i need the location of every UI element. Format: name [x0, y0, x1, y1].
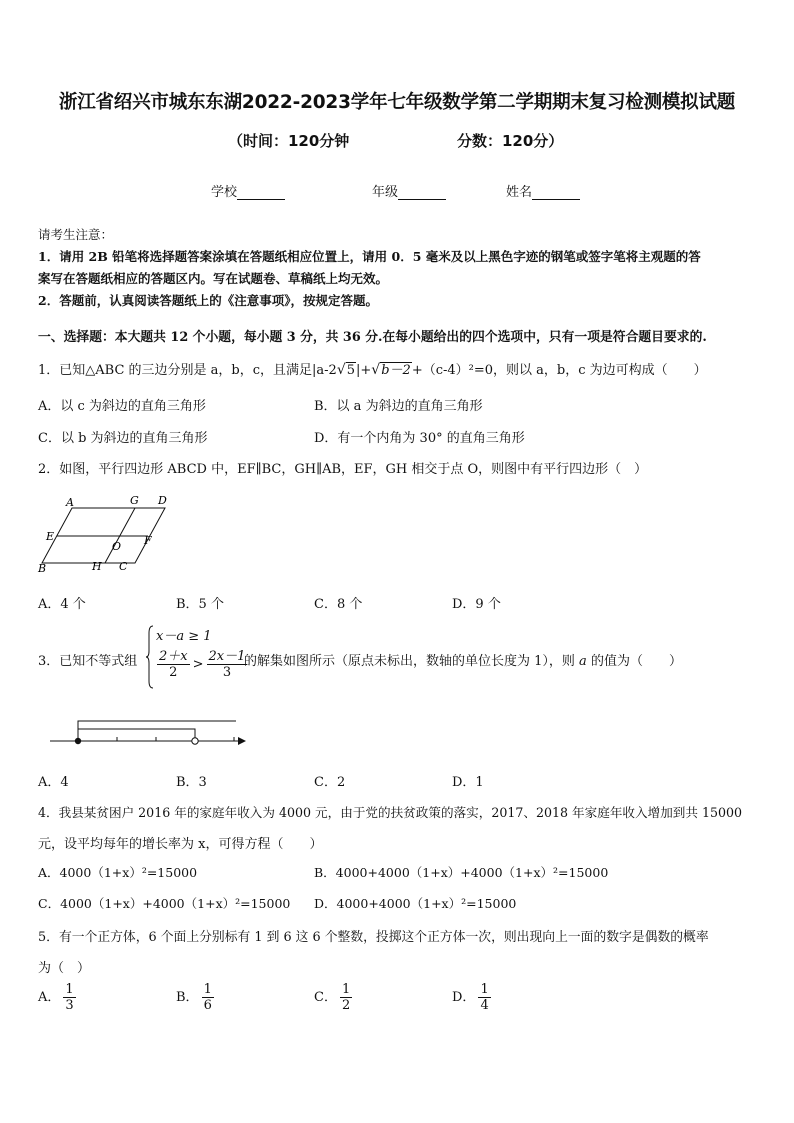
- q5-option-d[interactable]: D． $\frac{1}{4}$: [452, 982, 489, 1013]
- q1-stem-a: 1．已知△ABC 的三边分别是 a，b，c，且满足|a-2: [38, 363, 337, 378]
- notes-item-2: 2．答题前，认真阅读答题纸上的《注意事项》，按规定答题。: [38, 293, 378, 308]
- q1-option-c[interactable]: C．以 b 为斜边的直角三角形: [38, 431, 208, 446]
- solution-bracket-right: [78, 729, 195, 741]
- q2-option-b[interactable]: B．5 个: [176, 597, 224, 612]
- q3-stem-b: 的解集如图所示（原点未标出，数轴的单位长度为 1），则 a 的值为（ ）: [244, 654, 682, 669]
- closed-endpoint: [75, 738, 81, 744]
- q3-stem-a: 3．已知不等式组: [38, 654, 138, 669]
- q1-sqrt-5: √5: [336, 362, 356, 378]
- grade-label: 年级: [372, 185, 399, 200]
- name-blank: [532, 186, 580, 200]
- q1-stem-c: +（c-4）²=0，则以 a，b，c 为边可构成（ ）: [411, 363, 707, 378]
- q4-stem-line-1: 4．我县某贫困户 2016 年的家庭年收入为 4000 元，由于党的扶贫政策的落实，2017、2018 年家庭年收入增加到共 15000: [38, 805, 743, 820]
- label-a: A: [66, 496, 74, 509]
- number-line-figure: [46, 716, 256, 756]
- exam-time: （时间：120分钟: [228, 132, 350, 150]
- q2-option-d[interactable]: D．9 个: [452, 597, 501, 612]
- q2-stem: 2．如图，平行四边形 ABCD 中，EF∥BC，GH∥AB，EF，GH 相交于点 O，则图中有平行四边形（ ）: [38, 462, 648, 477]
- label-d: D: [158, 494, 167, 507]
- q4-option-a[interactable]: A．4000（1+x）²=15000: [38, 865, 198, 880]
- q1-stem-b: |+: [356, 363, 372, 378]
- q1-stem: [38, 359, 707, 378]
- solution-bracket-left: [78, 721, 236, 741]
- q3-option-a[interactable]: A．4: [38, 775, 69, 790]
- q4-stem-line-2: 元，设平均每年的增长率为 x，可得方程（ ）: [38, 837, 323, 852]
- q2-option-c[interactable]: C．8 个: [314, 597, 363, 612]
- name-field: [506, 181, 580, 200]
- q4-option-d[interactable]: D．4000+4000（1+x）²=15000: [314, 896, 517, 911]
- label-c: C: [119, 560, 128, 573]
- q5-option-c[interactable]: C． $\frac{1}{2}$: [314, 982, 351, 1013]
- q5-stem-line-1: 5．有一个正方体，6 个面上分别标有 1 到 6 这 6 个整数，投掷这个正方体一次，则出现向上一面的数字是偶数的概率: [38, 930, 709, 945]
- q3-option-b[interactable]: B．3: [176, 775, 207, 790]
- q4-option-c[interactable]: C．4000（1+x）+4000（1+x）²=15000: [38, 896, 291, 911]
- axis-arrow-icon: [238, 737, 246, 745]
- q1-option-d[interactable]: D．有一个内角为 30° 的直角三角形: [314, 431, 525, 446]
- label-e: E: [46, 530, 55, 543]
- notes-item-1-line-2: 案写在答题纸相应的答题区内。写在试题卷、草稿纸上均无效。: [38, 271, 389, 286]
- open-endpoint: [192, 738, 198, 744]
- grade-field: [372, 181, 446, 200]
- notes-heading: 请考生注意：: [38, 227, 114, 242]
- q5-option-b[interactable]: B． $\frac{1}{6}$: [176, 982, 212, 1013]
- q1-option-a[interactable]: A．以 c 为斜边的直角三角形: [38, 399, 206, 414]
- label-h: H: [92, 560, 102, 573]
- inequality-1: x－a ≥ 1: [156, 629, 212, 644]
- school-label: 学校: [211, 185, 238, 200]
- section-1-heading: 一、选择题：本大题共 12 个小题，每小题 3 分，共 36 分.在每小题给出的四个选项中，只有一项是符合题目要求的.: [38, 330, 707, 345]
- grade-blank: [398, 186, 446, 200]
- q5-option-a[interactable]: A． $\frac{1}{3}$: [38, 982, 74, 1013]
- label-f: F: [144, 534, 152, 547]
- school-field: [211, 181, 285, 200]
- school-blank: [237, 186, 285, 200]
- q1-option-b[interactable]: B．以 a 为斜边的直角三角形: [314, 399, 483, 414]
- q5-stem-line-2: 为（ ）: [38, 961, 91, 976]
- q3-option-c[interactable]: C．2: [314, 775, 346, 790]
- left-brace-icon: [146, 625, 154, 689]
- inequality-2: $\frac{2+x}{2}$ > $\frac{2x-1}{3}$: [159, 649, 246, 680]
- label-b: B: [38, 562, 47, 575]
- q3-option-d[interactable]: D．1: [452, 775, 484, 790]
- q4-option-b[interactable]: B．4000+4000（1+x）+4000（1+x）²=15000: [314, 865, 609, 880]
- exam-title: 浙江省绍兴市城东东湖2022-2023学年七年级数学第二学期期末复习检测模拟试题: [58, 92, 736, 113]
- parallelogram-figure: [30, 490, 170, 580]
- exam-notes: [38, 224, 760, 312]
- name-label: 姓名: [506, 185, 533, 200]
- exam-score: 分数：120分）: [457, 132, 564, 150]
- label-o: O: [112, 540, 122, 553]
- q1-sqrt-b2: √b－2: [371, 362, 411, 378]
- notes-item-1-line-1: 1．请用 2B 铅笔将选择题答案涂填在答题纸相应位置上，请用 0．5 毫米及以上黑色字迹的钢笔或签字笔将主观题的答: [38, 249, 701, 264]
- q2-option-a[interactable]: A．4 个: [38, 597, 86, 612]
- label-g: G: [130, 494, 139, 507]
